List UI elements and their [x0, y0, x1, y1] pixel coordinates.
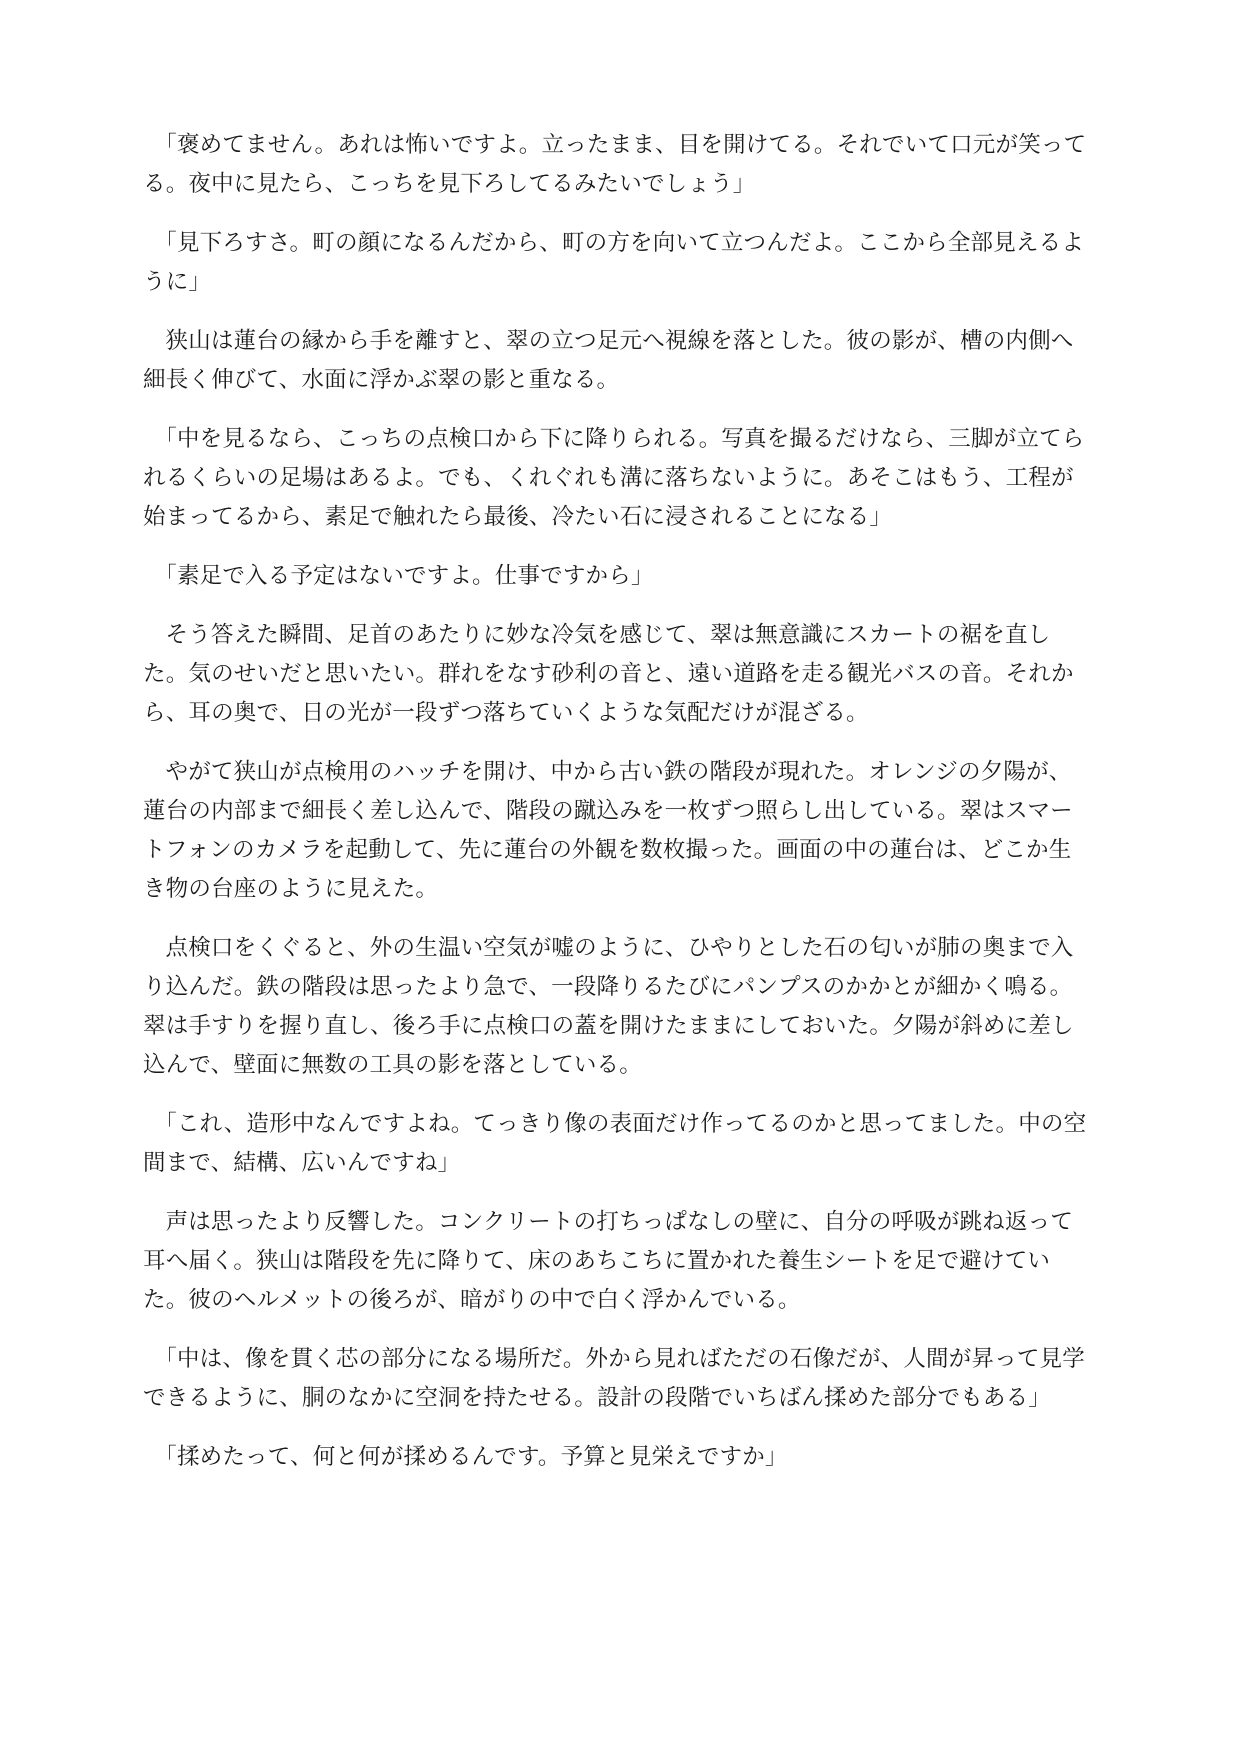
- paragraph: 「揉めたって、何と何が揉めるんです。予算と見栄えですか」: [154, 1444, 788, 1470]
- paragraph: 「中を見るなら、こっちの点検口から下に降りられる。写真を撮るだけなら、三脚が立てられるくらいの足場はあるよ。でも、くれぐれも溝に落ちないように。あそこはもう、工程が始まってるから、素足で触れたら最後、冷たい石に浸されることになる」: [143, 426, 1085, 530]
- paragraph: やがて狭山が点検用のハッチを開け、中から古い鉄の階段が現れた。オレンジの夕陽が、蓮台の内部まで細長く差し込んで、階段の蹴込みを一枚ずつ照らし出している。翠はスマートフォンのカメラを起動して、先に蓮台の外観を数枚撮った。画面の中の蓮台は、どこか生き物の台座のように見えた。: [143, 759, 1073, 902]
- paragraph: 「褒めてません。あれは怖いですよ。立ったまま、目を開けてる。それでいて口元が笑ってる。夜中に見たら、こっちを見下ろしてるみたいでしょう」: [143, 132, 1087, 197]
- paragraph: 「見下ろすさ。町の顔になるんだから、町の方を向いて立つんだよ。ここから全部見えるように」: [143, 230, 1085, 295]
- document-body: [143, 126, 1093, 1497]
- paragraph: 「これ、造形中なんですよね。てっきり像の表面だけ作ってるのかと思ってました。中の空間まで、結構、広いんですね」: [143, 1111, 1087, 1176]
- paragraph: 声は思ったより反響した。コンクリートの打ちっぱなしの壁に、自分の呼吸が跳ね返って耳へ届く。狭山は階段を先に降りて、床のあちこちに置かれた養生シートを足で避けていた。彼のヘルメットの後ろが、暗がりの中で白く浮かんでいる。: [143, 1209, 1074, 1313]
- paragraph: 狭山は蓮台の縁から手を離すと、翠の立つ足元へ視線を落とした。彼の影が、槽の内側へ細長く伸びて、水面に浮かぶ翠の影と重なる。: [143, 328, 1074, 393]
- paragraph: そう答えた瞬間、足首のあたりに妙な冷気を感じて、翠は無意識にスカートの裾を直した。気のせいだと思いたい。群れをなす砂利の音と、遠い道路を走る観光バスの音。それから、耳の奥で、日の光が一段ずつ落ちていくような気配だけが混ざる。: [143, 622, 1074, 726]
- paragraph: 「中は、像を貫く芯の部分になる場所だ。外から見ればただの石像だが、人間が昇って見学できるように、胴のなかに空洞を持たせる。設計の段階でいちばん揉めた部分でもある」: [143, 1346, 1085, 1411]
- paragraph: 「素足で入る予定はないですよ。仕事ですから」: [154, 563, 654, 589]
- paragraph: 点検口をくぐると、外の生温い空気が嘘のように、ひやりとした石の匂いが肺の奥まで入り込んだ。鉄の階段は思ったより急で、一段降りるたびにパンプスのかかとが細かく鳴る。翠は手すりを握り直し、後ろ手に点検口の蓋を開けたままにしておいた。夕陽が斜めに差し込んで、壁面に無数の工具の影を落としている。: [143, 935, 1074, 1078]
